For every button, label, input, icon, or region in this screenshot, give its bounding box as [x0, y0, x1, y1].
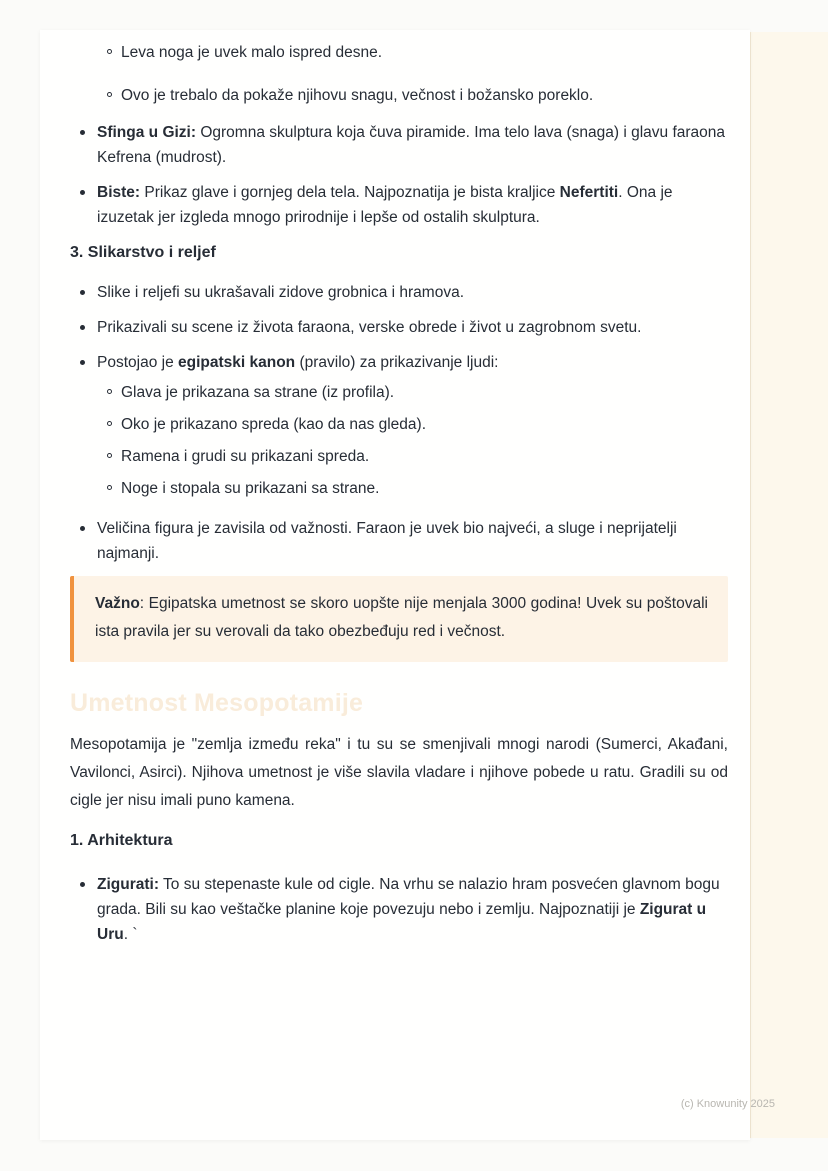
list-item-text: [97, 350, 728, 506]
list-item: [107, 412, 728, 437]
text-segment: To su stepenaste kule od cigle. Na vrhu se nalazio hram posvećen glavnom bogu grada. Bili su kao veštačke planine koje povezuju nebo i zemlju. Najpoznatiji je: [97, 876, 720, 918]
list-item: [107, 380, 728, 405]
list-slikarstvo: [70, 280, 728, 566]
list-item-text: [97, 120, 728, 170]
list-item-text: Ovo je trebalo da pokaže njihovu snagu, večnost i božansko poreklo.: [121, 87, 594, 104]
bold-segment: Zigurati:: [97, 876, 159, 893]
bold-segment: Zigurat u Uru: [97, 901, 707, 943]
disc-bullet-icon: [80, 882, 85, 887]
circle-bullet-icon: [107, 421, 112, 426]
copyright-footer: (c) Knowunity 2025: [680, 1098, 775, 1110]
next-page-edge: [750, 32, 828, 1138]
circle-bullet-icon: [107, 453, 112, 458]
text-segment: (pravilo) za prikazivanje ljudi:: [295, 354, 499, 371]
list-item: [107, 40, 728, 65]
text-segment: Ogromna skulptura koja čuva piramide. Ima telo lava (snaga) i glavu faraona Kefrena (mudrost).: [97, 124, 726, 166]
bold-segment: Biste:: [97, 184, 141, 201]
disc-bullet-icon: [80, 325, 85, 330]
circle-bullet-icon: [107, 92, 112, 97]
list-item-text: Noge i stopala su prikazani sa strane.: [121, 480, 380, 497]
text-segment: Postojao je: [97, 354, 178, 371]
list-item-text: [97, 180, 728, 230]
list-item: [107, 444, 728, 469]
list-item-text: [97, 872, 728, 947]
page-title-mesopotamija: Umetnost Mesopotamije: [70, 689, 364, 717]
list-item: [70, 280, 728, 305]
list-item-text: Leva noga je uvek malo ispred desne.: [121, 44, 383, 61]
disc-bullet-icon: [80, 526, 85, 531]
circle-bullet-icon: [107, 485, 112, 490]
circle-bullet-icon: [107, 389, 112, 394]
list-item-text: Ramena i grudi su prikazani spreda.: [121, 448, 370, 465]
list-item-text: Slike i reljefi su ukrašavali zidove grobnica i hramova.: [97, 284, 464, 301]
list-item: [70, 872, 728, 947]
document-page: [40, 30, 750, 1140]
list-item: [70, 315, 728, 340]
list-sculpture: [70, 120, 728, 230]
text-segment: . `: [123, 926, 138, 943]
paragraph-mesopotamija: Mesopotamija je "zemlja između reka" i tu su se smenjivali mnogi narodi (Sumerci, Akađani, Vavilonci, Asirci). Njihova umetnost je više slavila vladare i njihove pobede u ratu. Gradili su od cigle jer nisu imali puno kamena.: [70, 736, 728, 809]
disc-bullet-icon: [80, 360, 85, 365]
list-item-text: Veličina figura je zavisila od važnosti. Faraon je uvek bio najveći, a sluge i neprijatelji najmanji.: [97, 520, 677, 562]
disc-bullet-icon: [80, 130, 85, 135]
list-item-text: Glava je prikazana sa strane (iz profila).: [121, 384, 395, 401]
section-heading-arhitektura: 1. Arhitektura: [70, 832, 173, 849]
disc-bullet-icon: [80, 190, 85, 195]
list-item-text: Oko je prikazano spreda (kao da nas gleda).: [121, 416, 427, 433]
list-item: [70, 516, 728, 566]
callout-vazno: [70, 576, 728, 662]
disc-bullet-icon: [80, 290, 85, 295]
circle-bullet-icon: [107, 49, 112, 54]
list-item: [70, 350, 728, 506]
list-item-text: Prikazivali su scene iz života faraona, verske obrede i život u zagrobnom svetu.: [97, 319, 642, 336]
bold-segment: egipatski kanon: [178, 354, 296, 371]
bold-segment: Nefertiti: [559, 184, 619, 201]
bold-segment: Sfinga u Gizi:: [97, 124, 197, 141]
list-item: [70, 120, 728, 170]
sublist-statue-features: [107, 40, 728, 108]
section-heading-slikarstvo: 3. Slikarstvo i reljef: [70, 244, 216, 261]
callout-text: [95, 590, 708, 646]
sublist-egipatski-kanon: [107, 380, 728, 501]
callout-label: Važno: [95, 595, 140, 612]
list-item: [107, 476, 728, 501]
list-item: [107, 83, 728, 108]
text-segment: . Ona je izuzetak jer izgleda mnogo prirodnije i lepše od ostalih skulptura.: [97, 184, 673, 226]
list-arhitektura: [70, 872, 728, 947]
list-item: [70, 180, 728, 230]
text-segment: Prikaz glave i gornjeg dela tela. Najpoznatija je bista kraljice: [140, 184, 560, 201]
text-segment: : Egipatska umetnost se skoro uopšte nije menjala 3000 godina! Uvek su poštovali ista pravila jer su verovali da tako obezbeđuju red i večnost.: [95, 595, 708, 640]
